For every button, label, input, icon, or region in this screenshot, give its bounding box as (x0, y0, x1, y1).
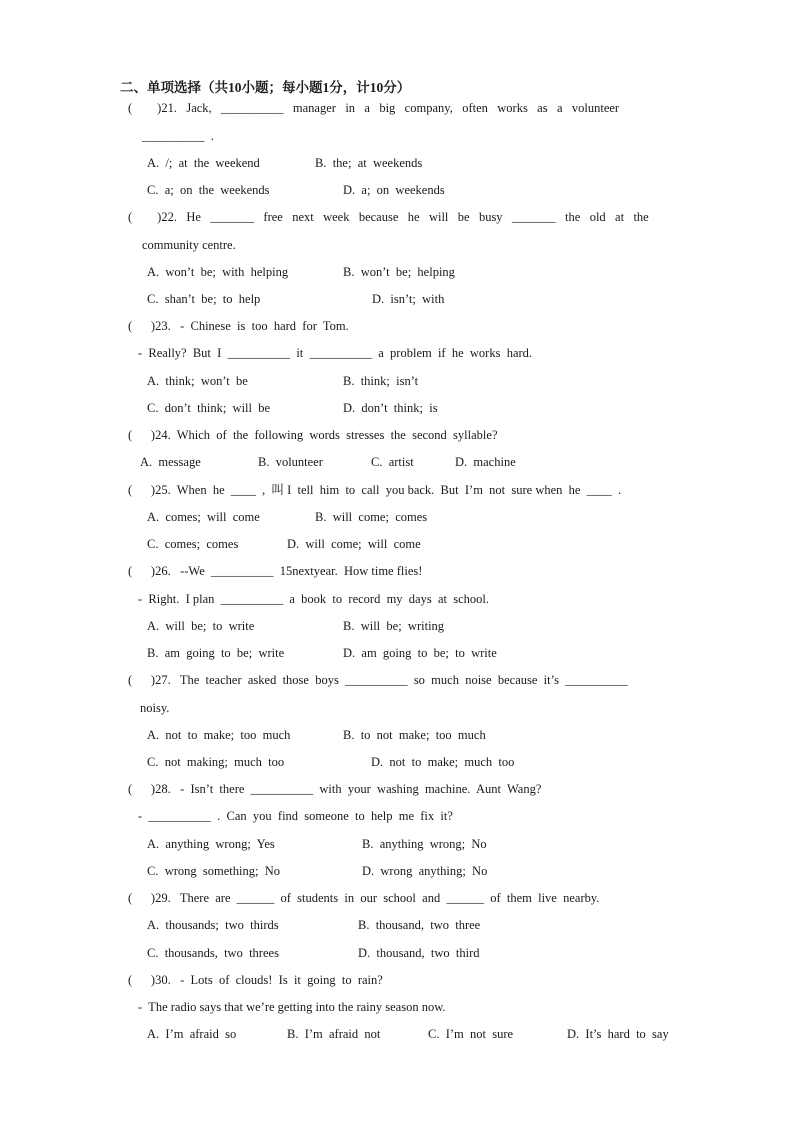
question-29-stem: ( )29. There are ______ of students in our school and ______ of them live nearby. (128, 891, 600, 905)
question-22-stem-cont: community centre. (142, 238, 236, 252)
question-26-option-b: B. will be; writing (343, 619, 445, 633)
question-28-stem-cont: - __________ . Can you find someone to help me fix it? (138, 809, 453, 823)
question-27-option-d: D. not to make; much too (371, 755, 515, 769)
question-24-option-a: A. message (140, 455, 201, 469)
question-28-option-b: B. anything wrong; No (362, 837, 487, 851)
question-29-option-c: C. thousands, two threes (147, 946, 279, 960)
question-27-stem-cont: noisy. (140, 701, 170, 715)
question-25-option-c: C. comes; comes (147, 537, 239, 551)
question-25-option-b: B. will come; comes (315, 510, 428, 524)
question-22-option-b: B. won’t be; helping (343, 265, 455, 279)
question-30-option-d: D. It’s hard to say (567, 1027, 669, 1041)
question-27-stem: ( )27. The teacher asked those boys __________ so much noise because it’s __________ (128, 673, 628, 687)
section-heading: 二、单项选择（共10小题；每小题1分，计10分） (120, 80, 411, 95)
question-21-stem-cont: __________ . (142, 129, 214, 143)
question-25-stem: ( )25. When he ____ , 叫 I tell him to call you back. But I’m not sure when he ____ . (128, 483, 622, 497)
question-30-option-b: B. I’m afraid not (287, 1027, 381, 1041)
question-23-stem-cont: - Really? But I __________ it __________ a problem if he works hard. (138, 346, 533, 360)
question-22-option-c: C. shan’t be; to help (147, 292, 261, 306)
question-28-option-d: D. wrong anything; No (362, 864, 488, 878)
question-23-option-a: A. think; won’t be (147, 374, 248, 388)
question-24-stem: ( )24. Which of the following words stresses the second syllable? (128, 428, 498, 442)
question-26-stem: ( )26. --We __________ 15nextyear. How time flies! (128, 564, 423, 578)
question-22-stem: ( )22. He _______ free next week because he will be busy _______ the old at the (128, 210, 649, 224)
question-26-option-a: A. will be; to write (147, 619, 255, 633)
question-26-stem-cont: - Right. I plan __________ a book to record my days at school. (138, 592, 489, 606)
question-27-option-c: C. not making; much too (147, 755, 285, 769)
question-25-option-a: A. comes; will come (147, 510, 260, 524)
question-27-option-b: B. to not make; too much (343, 728, 486, 742)
question-29-option-a: A. thousands; two thirds (147, 918, 279, 932)
question-26-option-c: B. am going to be; write (147, 646, 285, 660)
question-23-option-d: D. don’t think; is (343, 401, 438, 415)
question-28-option-c: C. wrong something; No (147, 864, 280, 878)
question-23-stem: ( )23. - Chinese is too hard for Tom. (128, 319, 349, 333)
question-21-option-a: A. /; at the weekend (147, 156, 260, 170)
question-26-option-d: D. am going to be; to write (343, 646, 497, 660)
question-30-stem: ( )30. - Lots of clouds! Is it going to rain? (128, 973, 383, 987)
question-21-stem: ( )21. Jack, __________ manager in a big company, often works as a volunteer (128, 101, 620, 115)
question-25-option-d: D. will come; will come (287, 537, 421, 551)
question-21-option-c: C. a; on the weekends (147, 183, 270, 197)
question-27-option-a: A. not to make; too much (147, 728, 291, 742)
question-22-option-a: A. won’t be; with helping (147, 265, 289, 279)
question-23-option-c: C. don’t think; will be (147, 401, 271, 415)
question-24-option-b: B. volunteer (258, 455, 323, 469)
question-24-option-d: D. machine (455, 455, 516, 469)
question-21-option-b: B. the; at weekends (315, 156, 423, 170)
question-23-option-b: B. think; isn’t (343, 374, 419, 388)
question-22-option-d: D. isn’t; with (372, 292, 445, 306)
question-24-option-c: C. artist (371, 455, 414, 469)
question-30-stem-cont: - The radio says that we’re getting into the rainy season now. (138, 1000, 446, 1014)
question-28-stem: ( )28. - Isn’t there __________ with your washing machine. Aunt Wang? (128, 782, 542, 796)
question-21-option-d: D. a; on weekends (343, 183, 445, 197)
question-29-option-d: D. thousand, two third (358, 946, 480, 960)
question-30-option-a: A. I’m afraid so (147, 1027, 237, 1041)
question-29-option-b: B. thousand, two three (358, 918, 481, 932)
question-28-option-a: A. anything wrong; Yes (147, 837, 275, 851)
question-30-option-c: C. I’m not sure (428, 1027, 514, 1041)
